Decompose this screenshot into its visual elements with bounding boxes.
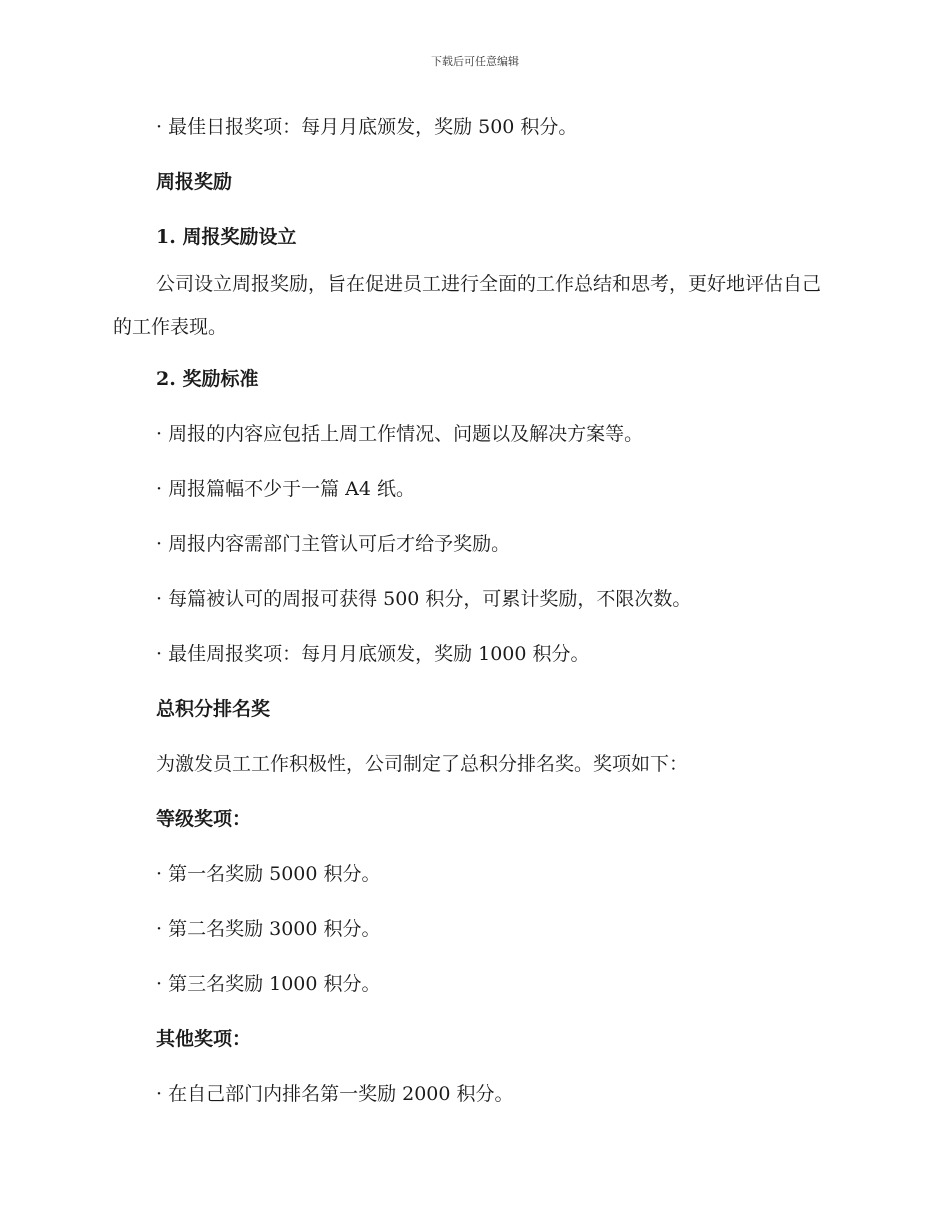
subheading-weekly-setup: 1. 周报奖励设立: [156, 226, 297, 248]
document-body: [113, 110, 833, 1111]
page-header: 下载后可任意编辑: [431, 55, 519, 68]
bullet-second-place: · 第二名奖励 3000 积分。: [156, 918, 381, 940]
subheading-other-awards: 其他奖项：: [156, 1028, 252, 1050]
paragraph-weekly-purpose: 公司设立周报奖励，旨在促进员工进行全面的工作总结和思考，更好地评估自己的工作表现。: [113, 273, 822, 338]
section-heading-ranking-award: 总积分排名奖: [156, 698, 271, 720]
bullet-weekly-approval: · 周报内容需部门主管认可后才给予奖励。: [156, 533, 511, 555]
subheading-tier-awards: 等级奖项：: [156, 808, 252, 830]
subheading-reward-criteria: 2. 奖励标准: [156, 368, 259, 390]
bullet-third-place: · 第三名奖励 1000 积分。: [156, 973, 381, 995]
bullet-best-weekly-report: · 最佳周报奖项：每月月底颁发，奖励 1000 积分。: [156, 643, 590, 665]
bullet-weekly-points: · 每篇被认可的周报可获得 500 积分，可累计奖励，不限次数。: [156, 588, 692, 610]
bullet-best-daily-report: · 最佳日报奖项：每月月底颁发，奖励 500 积分。: [156, 116, 578, 138]
bullet-department-first: · 在自己部门内排名第一奖励 2000 积分。: [156, 1083, 514, 1105]
bullet-first-place: · 第一名奖励 5000 积分。: [156, 863, 381, 885]
bullet-weekly-length: · 周报篇幅不少于一篇 A4 纸。: [156, 478, 415, 500]
section-heading-weekly-reward: 周报奖励: [156, 171, 233, 193]
paragraph-ranking-intro: 为激发员工工作积极性，公司制定了总积分排名奖。奖项如下：: [156, 753, 689, 775]
bullet-weekly-content: · 周报的内容应包括上周工作情况、问题以及解决方案等。: [156, 423, 644, 445]
